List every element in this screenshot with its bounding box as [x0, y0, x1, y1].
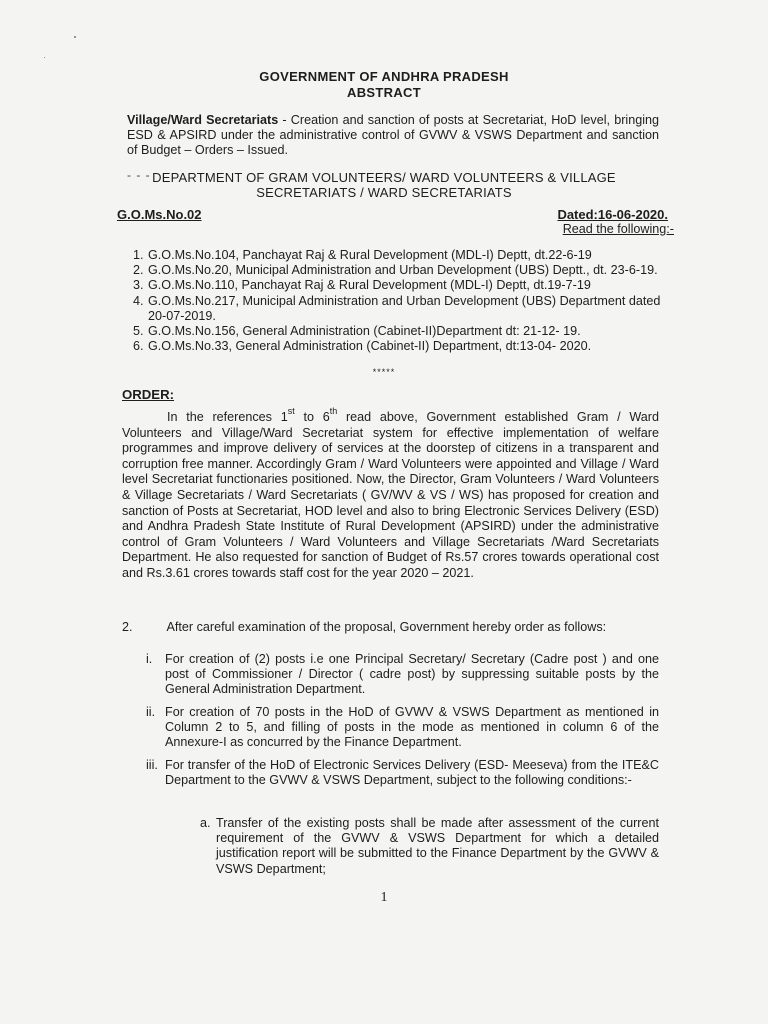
order-heading: ORDER: [122, 387, 175, 402]
abstract-title: ABSTRACT [347, 85, 421, 100]
subject-bold: Village/Ward Secretariats [127, 113, 279, 127]
reference-item: 1. G.O.Ms.No.104, Panchayat Raj & Rural Development (MDL-I) Deptt, dt.22-6-19 [133, 248, 592, 262]
subject-text [127, 113, 659, 159]
subject-rest: - Creation and sanction of posts at Secretariat, HoD level, bringing ESD & APSIRD under the administrative control of GVWV & VSWS Department and sanction of Budget – Orders – Issued. [127, 113, 660, 158]
reference-item: 2. G.O.Ms.No.20, Municipal Administration and Urban Development (UBS) Deptt., dt. 23-6-19. [133, 263, 658, 278]
reference-item: 5. G.O.Ms.No.156, General Administration (Cabinet-II)Department dt: 21-12- 19. [133, 324, 581, 339]
reference-item: 3. G.O.Ms.No.110, Panchayat Raj & Rural Development (MDL-I) Deptt, dt.19-7-19 [133, 278, 591, 293]
order-paragraph-2: 2. After careful examination of the proposal, Government hereby order as follows: [122, 620, 607, 634]
govt-title: GOVERNMENT OF ANDHRA PRADESH [259, 69, 509, 84]
order-subitem-a: a. Transfer of the existing posts shall be made after assessment of the current requirement of the GVWV & VSWS Department for which a detailed justification report will be submitted to the Finance Department by the GVWV & VSWS Department; [200, 816, 659, 876]
order-item-iii: iii. For transfer of the HoD of Electronic Services Delivery (ESD- Meeseva) from the ITE&C Department to the GVWV & VSWS Department, subject to the following conditions:- [146, 758, 659, 788]
references-list [133, 248, 673, 354]
scan-speck [44, 57, 45, 58]
reference-item: 4. G.O.Ms.No.217, Municipal Administration and Urban Development (UBS) Department dated 20-07-2019. [133, 293, 661, 323]
order-item-ii: ii. For creation of 70 posts in the HoD of GVWV & VSWS Department as mentioned in Column 2 to 5, and filling of posts in the mode as mentioned in column 6 of the Annexure-I as concurred by the Finance Department. [146, 705, 659, 750]
read-following: Read the following:- [562, 222, 674, 236]
order-item-i: i. For creation of (2) posts i.e one Principal Secretary/ Secretary (Cadre post ) and one post of Commissioner / Director ( cadre post) by suppressing suitable posts by the General Administration Department. [146, 652, 659, 697]
go-date: Dated:16-06-2020. [557, 207, 668, 222]
page-number: 1 [380, 890, 388, 905]
department-line-2: SECRETARIATS / WARD SECRETARIATS [256, 185, 512, 200]
department-line-1: DEPARTMENT OF GRAM VOLUNTEERS/ WARD VOLUNTEERS & VILLAGE [152, 170, 616, 185]
dash-separator: - - - [127, 168, 151, 182]
scan-speck [74, 36, 76, 38]
go-number: G.O.Ms.No.02 [117, 207, 202, 222]
separator-stars: ***** [372, 367, 396, 377]
reference-item: 6. G.O.Ms.No.33, General Administration (Cabinet-II) Department, dt:13-04- 2020. [133, 339, 592, 354]
order-paragraph-1: In the references 1st to 6th read above, Government established Gram / Ward Volunteers and Village/Ward Secretariat system for effective implementation of welfare programmes and improve delivery of services at the doorstep of citizens in a transparent and corruption free manner. Accordingly Gram / Ward Volunteers were appointed and Village / Ward level Secretariat functionaries positioned. Now, the Director, Gram Volunteers / Ward Volunteers & Village Secretariats / Ward Secretariats ( GV/WV & VS / WS) has proposed for creation and sanction of Posts at Secretariat, HOD level and also to bring Electronic Services Delivery (ESD) and Andhra Pradesh State Institute of Rural Development (APSIRD) under the administrative control of Gram Volunteers / Ward Volunteers and Village Secretariats /Ward Secretariats Department. He also requested for sanction of Budget of Rs.57 crores towards operational cost and Rs.3.61 crores towards staff cost for the year 2020 – 2021. [122, 405, 659, 580]
